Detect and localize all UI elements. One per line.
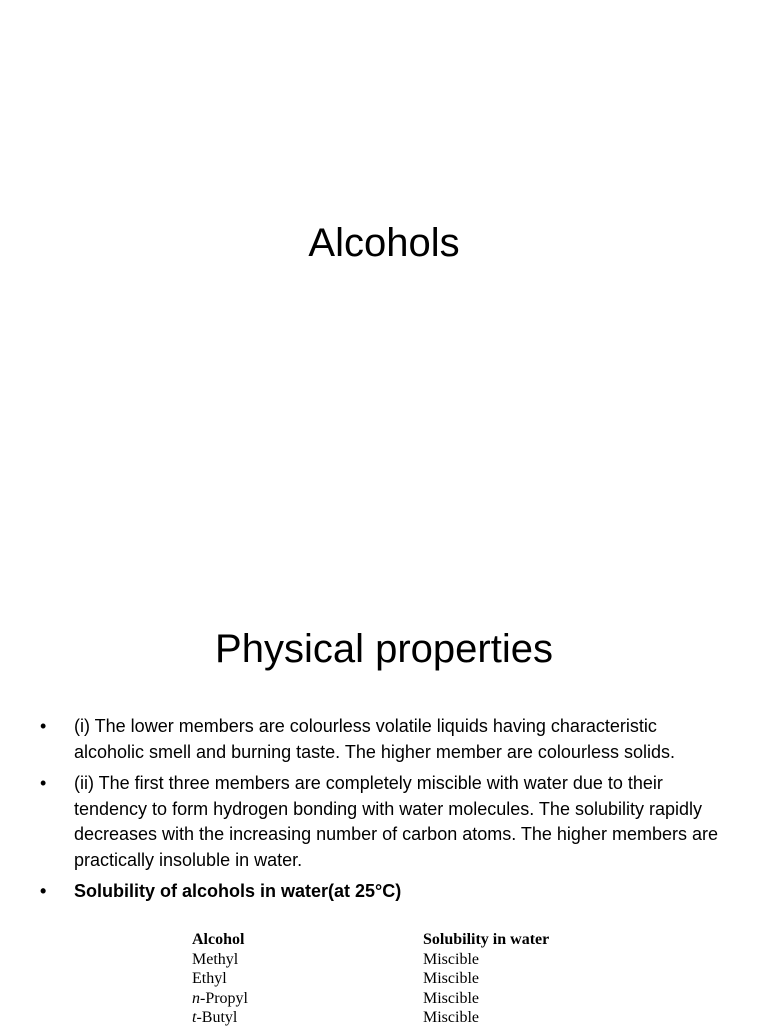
bullet-item — [40, 879, 730, 905]
bullet-icon: • — [40, 881, 47, 901]
bullet-text: (i) The lower members are colourless volatile liquids having characteristic alcoholic smell and burning taste. The higher member are colourless solids. — [74, 716, 675, 762]
column-header-alcohol: Alcohol — [192, 931, 245, 948]
solubility-value: Miscible — [423, 1009, 479, 1027]
alcohol-name: t-Butyl — [192, 1009, 238, 1027]
table-header-row — [192, 930, 549, 950]
alcohol-name: Ethyl — [192, 970, 227, 988]
slide-title: Alcohols — [308, 221, 460, 265]
column-header-solubility: Solubility in water — [423, 931, 550, 948]
table-row — [192, 950, 549, 970]
bullet-icon: • — [40, 716, 47, 736]
solubility-value: Miscible — [423, 950, 479, 968]
solubility-table — [192, 930, 549, 1028]
bullet-text: (ii) The first three members are completely miscible with water due to their tendency to form hydrogen bonding with water molecules. The solubility rapidly decreases with the increasing number of carbon atoms. The higher members are practically insoluble in water. — [74, 773, 718, 870]
table-row — [192, 969, 549, 989]
table-row — [192, 1008, 549, 1028]
solubility-value: Miscible — [423, 989, 479, 1007]
solubility-value: Miscible — [423, 970, 479, 988]
bullet-text: Solubility of alcohols in water(at 25°C) — [74, 881, 402, 901]
alcohol-name: Methyl — [192, 950, 239, 968]
bullet-list — [40, 714, 730, 911]
bullet-item — [40, 714, 730, 765]
slide-physical-properties — [0, 512, 768, 1027]
alcohol-name: n-Propyl — [192, 989, 248, 1007]
bullet-item — [40, 771, 730, 873]
bullet-icon: • — [40, 773, 47, 793]
slide-alcohols — [0, 0, 768, 512]
slide-title: Physical properties — [215, 627, 553, 671]
table-row — [192, 989, 549, 1009]
